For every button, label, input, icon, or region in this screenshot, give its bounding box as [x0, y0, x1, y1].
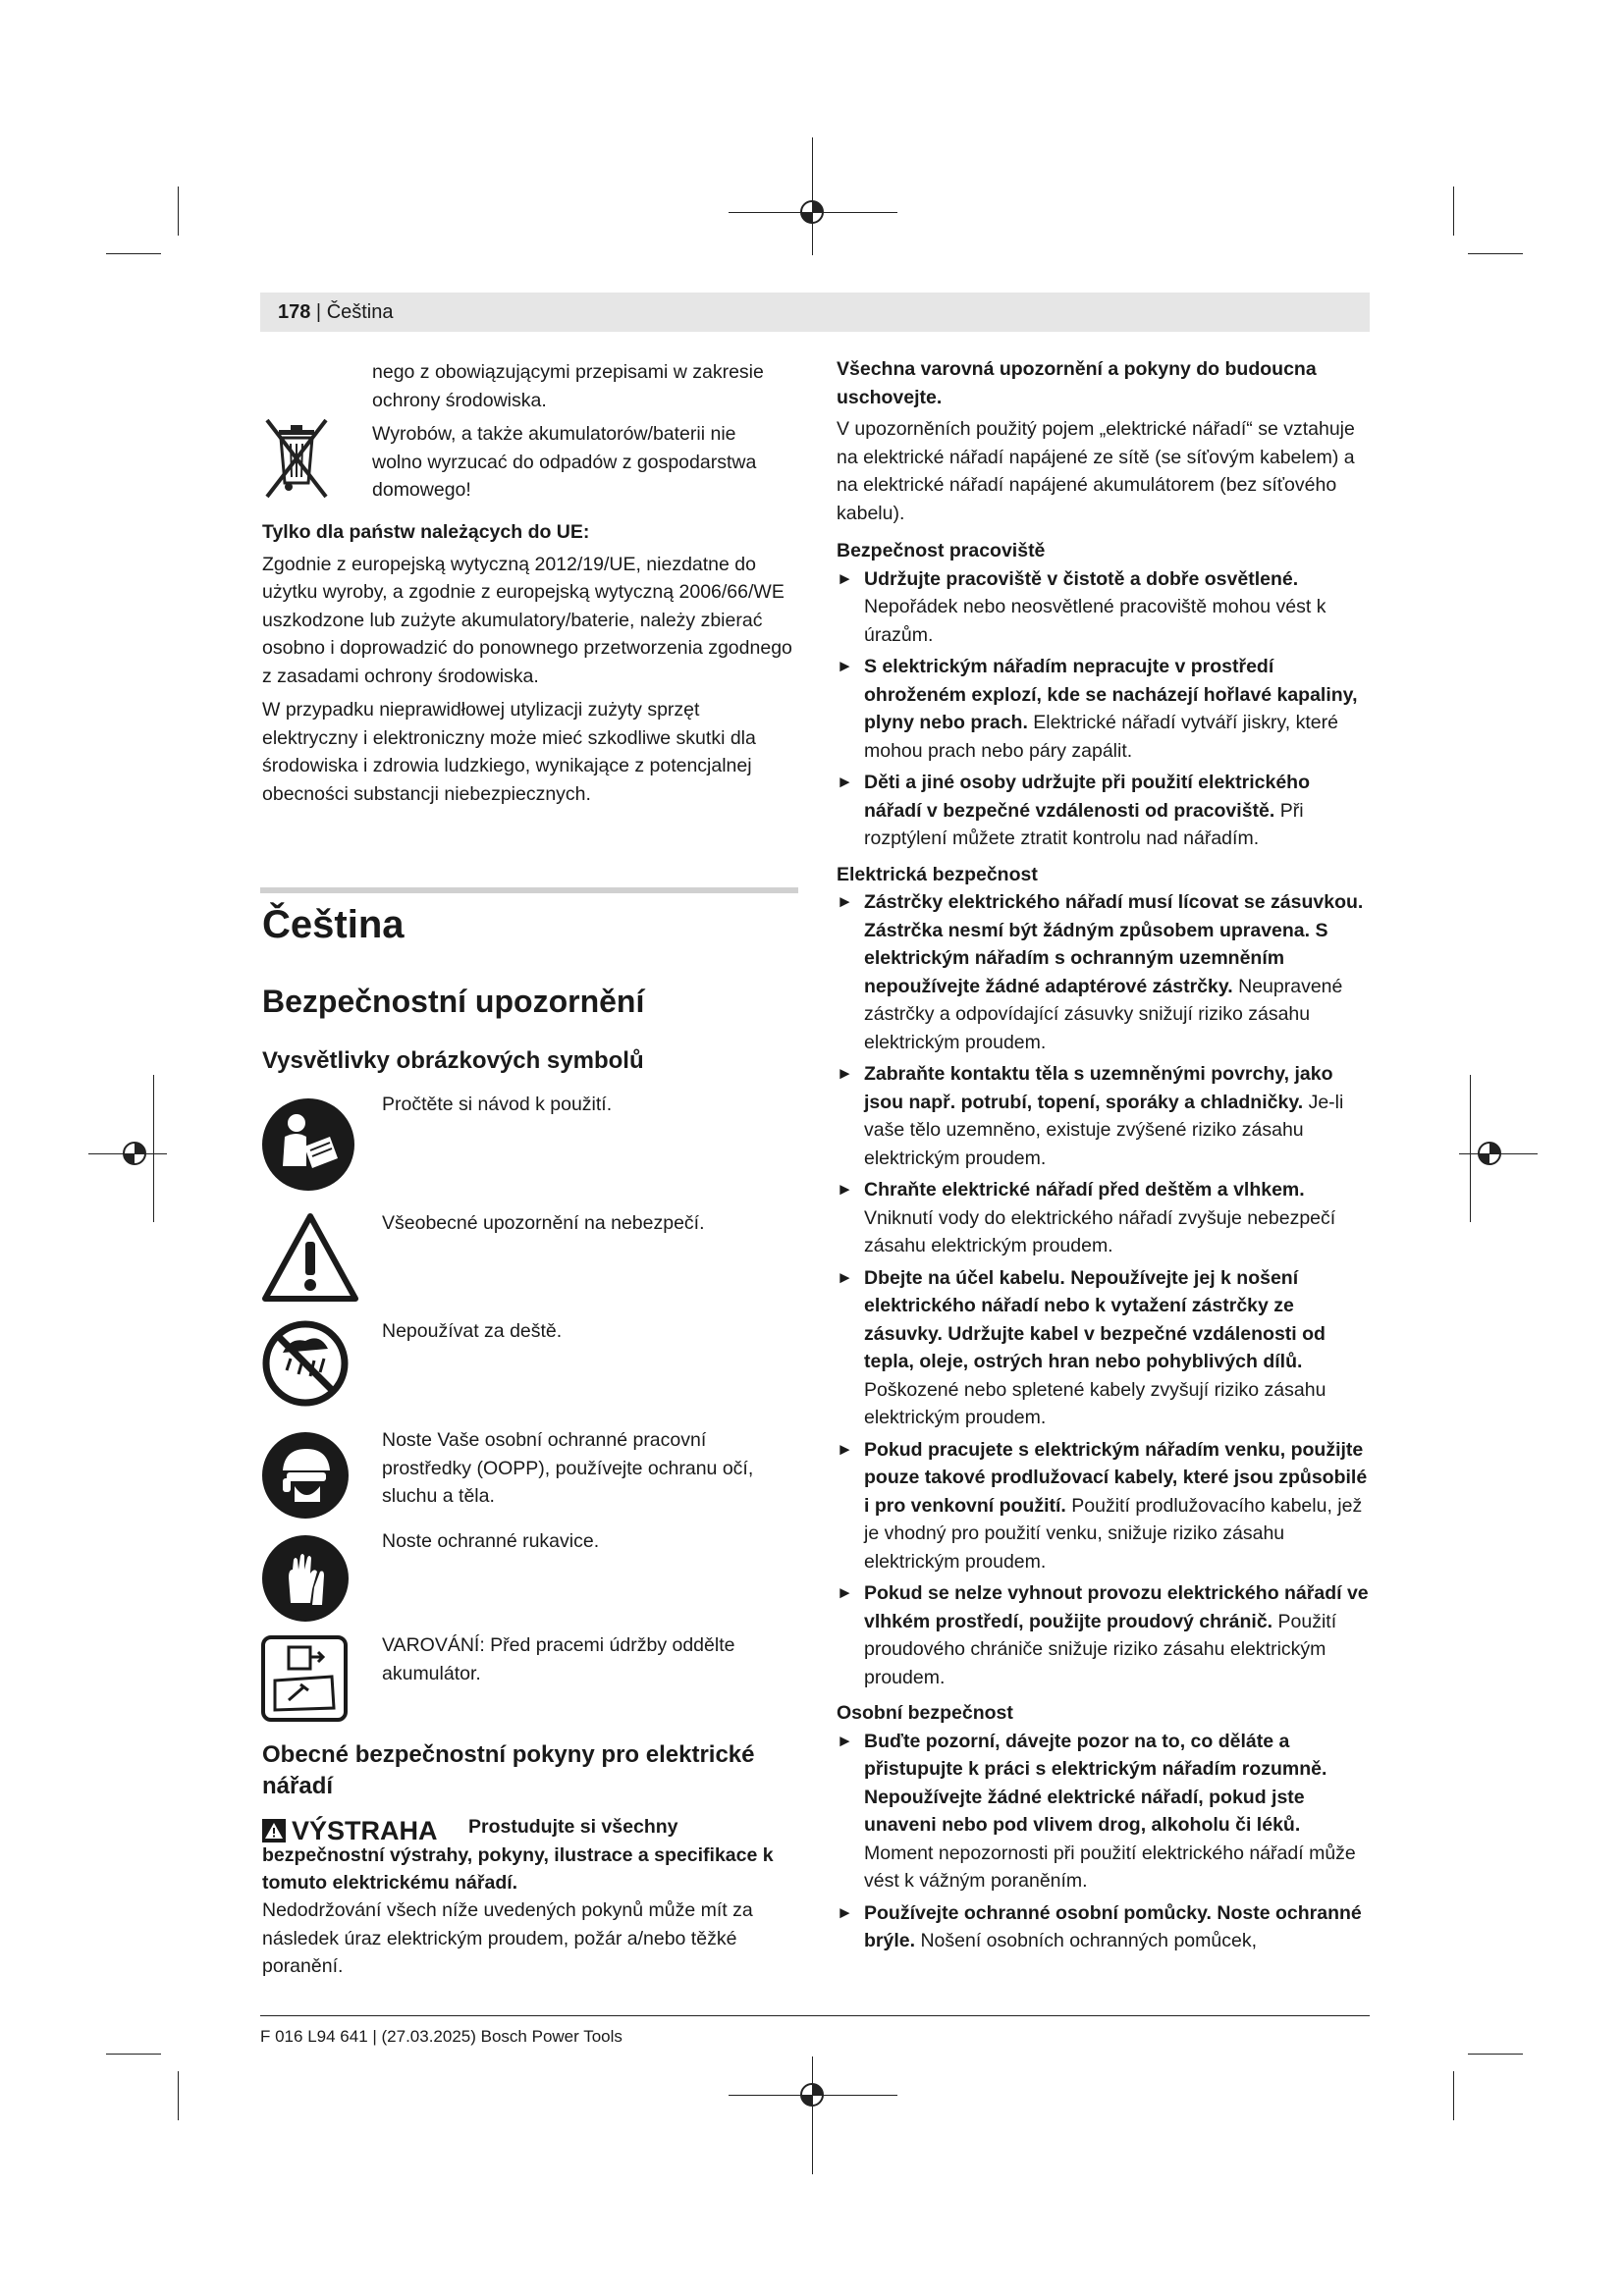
crop-mark: [1453, 2071, 1454, 2120]
symbol-battery-text: VAROVÁNÍ: Před pracemi údržby oddělte akumulátor.: [382, 1634, 735, 1684]
item-text: Při rozptýlení můžete ztratit kontrolu nad nářadím.: [864, 799, 1304, 849]
crop-mark: [1453, 187, 1454, 236]
bullet-arrow-icon: ►: [837, 1583, 853, 1602]
env-paragraph: nego z obowiązującymi przepisami w zakresie ochrony środowiska.: [372, 361, 764, 411]
list-item: [837, 1728, 1372, 1896]
warning-triangle-icon: [261, 1212, 359, 1303]
disposal-warning-text: W przypadku nieprawidłowej utylizacji zużyty sprzęt elektryczny i elektroniczny może mieć szkodliwe skutki dla środowiska i zdrowia ludzkiego, wynikające z potencjalnej obecności substancji niebezpiecznych.: [262, 699, 756, 805]
registration-mark: [153, 1075, 154, 1222]
crop-mark: [1468, 253, 1523, 254]
bullet-arrow-icon: ►: [837, 773, 853, 791]
registration-mark: [1470, 1075, 1471, 1222]
bullet-arrow-icon: ►: [837, 1439, 853, 1459]
eu-section: [262, 518, 797, 808]
item-bold: Zástrčky elektrického nářadí musí lícovat se zásuvkou. Zástrčka nesmí být žádným způsobem upravena. S elektrickým nářadím s ochranným uzemněním nepoužívejte žádné adaptérové zástrčky.: [864, 891, 1364, 997]
crop-mark: [106, 2054, 161, 2055]
read-manual-icon: [261, 1097, 355, 1192]
item-text: Nepořádek nebo neosvětlené pracoviště mohou vést k úrazům.: [864, 596, 1326, 646]
item-text: Elektrické nářadí vytváří jiskry, které mohou prach nebo páry zapálit.: [864, 712, 1338, 762]
page-footer: F 016 L94 641 | (27.03.2025) Bosch Power Tools: [260, 2027, 623, 2046]
crop-mark: [178, 2071, 179, 2120]
warning-text-block: [262, 1813, 797, 1897]
section-divider: [260, 887, 798, 893]
symbol-gloves-text: Noste ochranné rukavice.: [382, 1530, 600, 1552]
polish-env-text: [372, 358, 785, 505]
disposal-paragraph: Wyrobów, a także akumulatorów/baterii nie wolno wyrzucać do odpadów z gospodarstwa domowego!: [372, 423, 757, 501]
right-column: [837, 355, 1372, 1955]
warning-badge-label: VÝSTRAHA: [292, 1816, 438, 1845]
symbol-ppe-text: Noste Vaše osobní ochranné pracovní prostředky (OOPP), používejte ochranu očí, sluchu a těla.: [382, 1429, 754, 1507]
list-item: [837, 1899, 1372, 1955]
crossed-bin-icon: [261, 416, 332, 501]
item-text: Vniknutí vody do elektrického nářadí zvyšuje nebezpečí zásahu elektrickým proudem.: [864, 1206, 1336, 1256]
registration-target-icon: [799, 2082, 825, 2108]
item-bold: Zabraňte kontaktu těla s uzemněnými povrchy, jako jsou např. potrubí, topení, sporáky a chladničky.: [864, 1063, 1333, 1113]
symbol-no-rain-text: Nepoužívat za deště.: [382, 1320, 563, 1342]
gloves-icon: [261, 1534, 350, 1623]
header-separator: |: [310, 301, 327, 323]
list-item: [837, 1579, 1372, 1691]
item-bold: Pokud se nelze vyhnout provozu elektrického nářadí ve vlhkém prostředí, použijte proudový chránič.: [864, 1582, 1369, 1632]
bullet-arrow-icon: ►: [837, 892, 853, 911]
personal-heading: Osobní bezpečnost: [837, 1702, 1013, 1724]
item-bold: Chraňte elektrické nářadí před deštěm a vlhkem.: [864, 1179, 1305, 1201]
item-text: Použití prodlužovacího kabelu, jež je vhodný pro použití venku, snižuje riziko zásahu elektrickým proudem.: [864, 1494, 1363, 1573]
bullet-arrow-icon: ►: [837, 1180, 853, 1199]
warning-lead: Prostudujte si všechny bezpečnostní výstrahy, pokyny, ilustrace a specifikace k tomuto elektrickému nářadí.: [262, 1816, 774, 1894]
electrical-heading: Elektrická bezpečnost: [837, 863, 1038, 885]
item-bold: Děti a jiné osoby udržujte při použití elektrického nářadí v bezpečné vzdálenosti od pracoviště.: [864, 772, 1310, 822]
list-item: [837, 1176, 1372, 1260]
list-item: [837, 565, 1372, 650]
list-item: [837, 1264, 1372, 1432]
warning-consequence-text: Nedodržování všech níže uvedených pokynů může mít za následek úraz elektrickým proudem, požár a/nebo těžké poranění.: [262, 1899, 753, 1977]
item-bold: Udržujte pracoviště v čistotě a dobře osvětlené.: [864, 567, 1299, 590]
bullet-arrow-icon: ►: [837, 568, 853, 588]
registration-target-icon: [122, 1141, 147, 1166]
page-header: [278, 300, 394, 324]
keep-text: V upozorněních použitý pojem „elektrické nářadí“ se vztahuje na elektrické nářadí napájené ze sítě (se síťovým kabelem) a na elektrické nářadí napájené akumulátorem (bez síťového kabelu).: [837, 418, 1355, 524]
bullet-arrow-icon: ►: [837, 657, 853, 675]
crop-mark: [1468, 2054, 1523, 2055]
symbols-title: Vysvětlivky obrázkových symbolů: [262, 1047, 644, 1074]
footer-rule: [260, 2015, 1370, 2016]
list-item: [837, 769, 1372, 853]
ppe-helmet-icon: [261, 1431, 350, 1520]
crop-mark: [106, 253, 161, 254]
list-item: [837, 888, 1372, 1056]
header-language: Čeština: [326, 301, 394, 323]
language-title: Čeština: [262, 903, 405, 946]
item-bold: Buďte pozorní, dávejte pozor na to, co děláte a přistupujte k práci s elektrickým nářadím rozumně. Nepoužívejte žádné elektrické nářadí, pokud jste unaveni nebo pod vlivem drog, alkoholu či léků.: [864, 1730, 1327, 1836]
item-bold: Používejte ochranné osobní pomůcky. Noste ochranné brýle.: [864, 1901, 1362, 1951]
workplace-heading: Bezpečnost pracoviště: [837, 540, 1046, 561]
bullet-arrow-icon: ►: [837, 1267, 853, 1287]
item-bold: Pokud pracujete s elektrickým nářadím venku, použijte pouze takové prodlužovací kabely, které jsou způsobilé i pro venkovní použití.: [864, 1438, 1368, 1517]
bullet-arrow-icon: ►: [837, 1731, 853, 1750]
list-item: [837, 653, 1372, 765]
general-safety-title: Obecné bezpečnostní pokyny pro elektrické nářadí: [262, 1741, 755, 1799]
registration-mark: [812, 2056, 813, 2174]
page-number: 178: [278, 301, 311, 323]
symbol-general-warning-text: Všeobecné upozornění na nebezpečí.: [382, 1212, 705, 1234]
eu-text: Zgodnie z europejską wytyczną 2012/19/UE, niezdatne do użytku wyroby, a zgodnie z europejską wytyczną 2006/66/WE uszkodzone lub zużyte akumulatory/baterie, należy zbierać osobno i doprowadzić do ponownego przetworzenia zgodnego z zasadami ochrony środowiska.: [262, 553, 792, 687]
keep-heading: Všechna varovná upozornění a pokyny do budoucna uschovejte.: [837, 358, 1317, 408]
item-bold: Dbejte na účel kabelu. Nepoužívejte jej k nošení elektrického nářadí nebo k vytažení zástrčky ze zásuvky. Udržujte kabel v bezpečné vzdálenosti od tepla, oleje, ostrých hran nebo pohyblivých dílů.: [864, 1266, 1326, 1372]
crop-mark: [178, 187, 179, 236]
registration-mark: [812, 137, 813, 255]
symbol-read-manual-text: Pročtěte si návod k použití.: [382, 1094, 613, 1115]
registration-target-icon: [1477, 1141, 1502, 1166]
item-text: Moment nepozornosti při použití elektrického nářadí může vést k vážným poraněním.: [864, 1842, 1356, 1892]
item-text: Neupravené zástrčky a odpovídající zásuvky snižují riziko zásahu elektrickým proudem.: [864, 975, 1343, 1053]
remove-battery-icon: [261, 1635, 348, 1722]
list-item: [837, 1436, 1372, 1576]
no-rain-icon: [261, 1319, 350, 1408]
item-text: Nošení osobních ochranných pomůcek,: [920, 1930, 1257, 1951]
item-text: Použití proudového chrániče snižuje riziko zásahu elektrickým proudem.: [864, 1610, 1337, 1688]
bullet-arrow-icon: ►: [837, 1064, 853, 1083]
bullet-arrow-icon: ►: [837, 1902, 853, 1922]
item-text: Je-li vaše tělo uzemněno, existuje zvýšené riziko zásahu elektrickým proudem.: [864, 1091, 1344, 1169]
item-text: Poškozené nebo spletené kabely zvyšují riziko zásahu elektrickým proudem.: [864, 1378, 1326, 1428]
registration-target-icon: [799, 199, 825, 225]
eu-heading: Tylko dla państw należących do UE:: [262, 521, 590, 543]
item-bold: S elektrickým nářadím nepracujte v prostředí ohroženém explozí, kde se nacházejí hořlavé kapaliny, plyny nebo prach.: [864, 656, 1358, 733]
page-header-bar: [260, 293, 1370, 332]
list-item: [837, 1060, 1372, 1172]
safety-title: Bezpečnostní upozornění: [262, 984, 645, 1019]
